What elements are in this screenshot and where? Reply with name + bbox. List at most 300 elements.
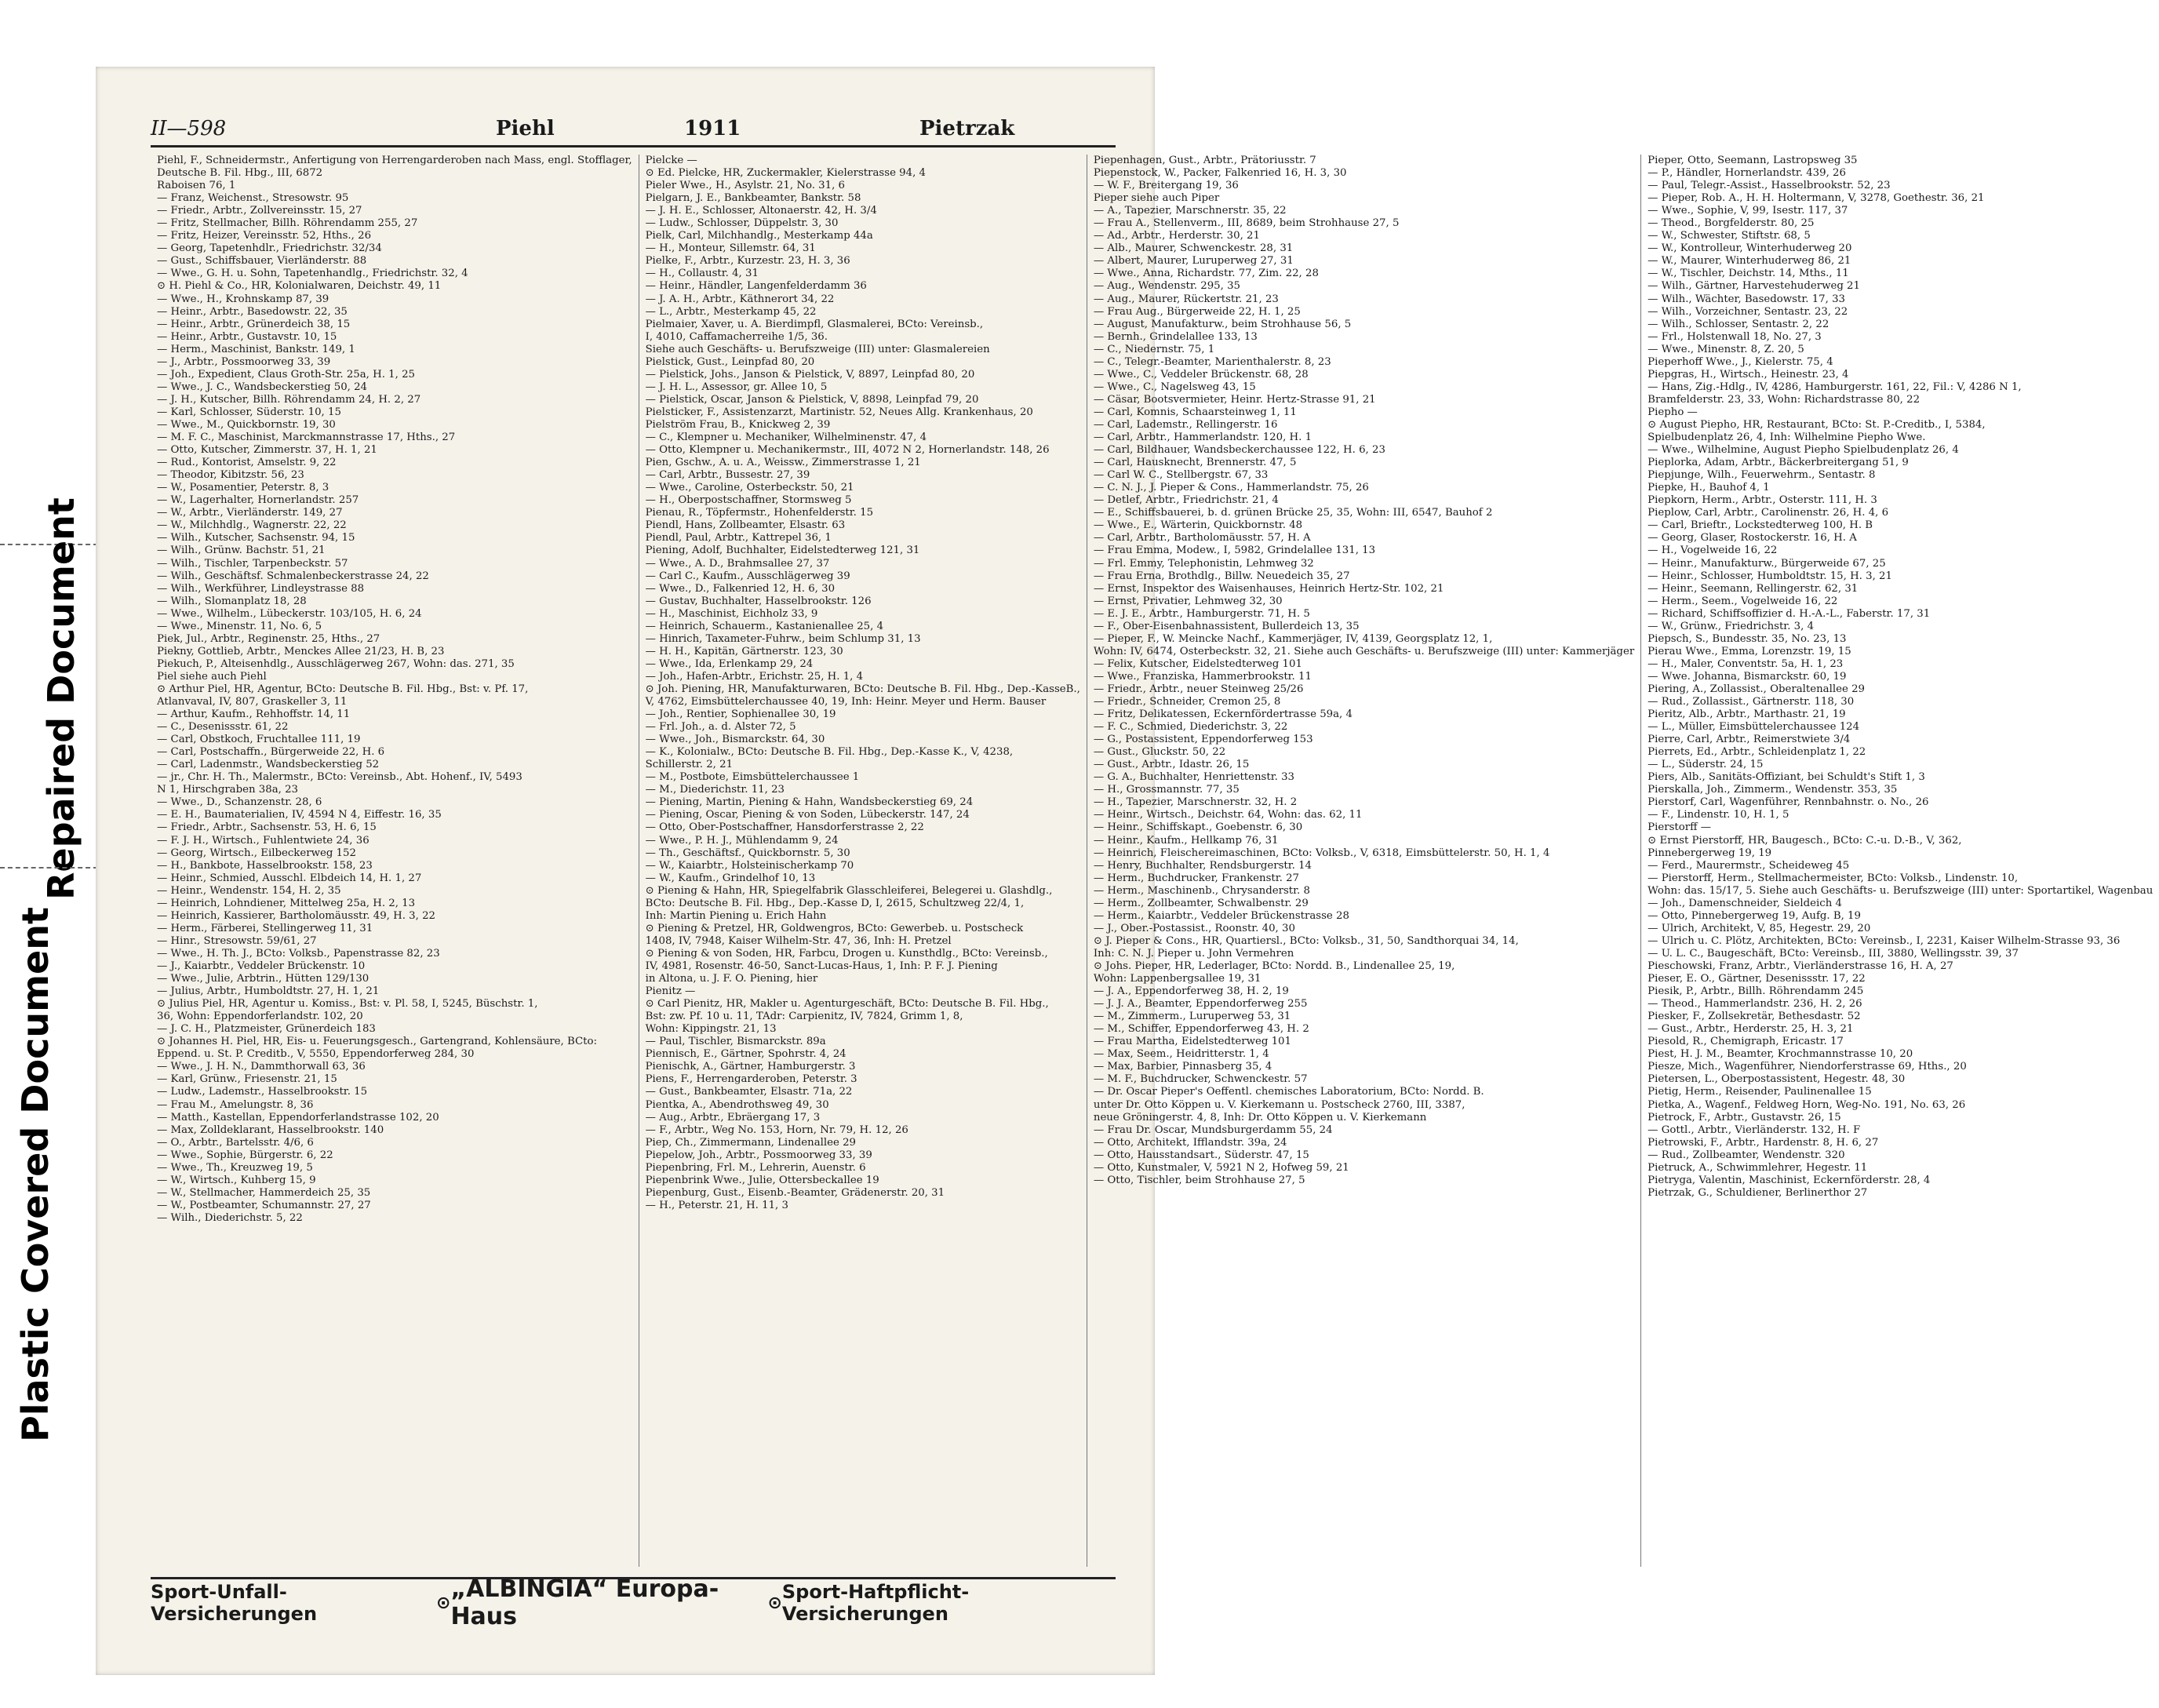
directory-entry: — Franz, Weichenst., Stresowstr. 95 [157, 192, 349, 205]
directory-entry: — W., Arbtr., Vierländerstr. 149, 27 [157, 507, 343, 519]
directory-entry: — Otto, Architekt, Ifflandstr. 39a, 24 [1093, 1136, 1287, 1149]
directory-entry: Pieperhoff Wwe., J., Kielerstr. 75, 4 [1647, 355, 1833, 368]
directory-entry: — J. H. E., Schlosser, Altonaerstr. 42, H. 3/4 [645, 205, 877, 217]
directory-entry: — H., Tapezier, Marschnerstr. 32, H. 2 [1093, 796, 1298, 809]
directory-entry: — Heinr., Händler, Langenfelderdamm 36 [645, 280, 867, 293]
directory-entry: — Wwe., Wilhelmine, August Piepho Spielbudenplatz 26, 4 [1647, 444, 1959, 457]
directory-entry: — Wwe., C., Nagelsweg 43, 15 [1093, 381, 1256, 393]
directory-entry: — Alb., Maurer, Schwenckestr. 28, 31 [1093, 242, 1294, 255]
directory-entry: — W., Postbeamter, Schumannstr. 27, 27 [157, 1199, 371, 1211]
directory-entry: Piesik, P., Arbtr., Billh. Röhrendamm 245 [1647, 985, 1864, 998]
directory-entry: — P., Händler, Hornerlandstr. 439, 26 [1647, 167, 1846, 180]
directory-entry: Piesold, R., Chemigraph, Ericastr. 17 [1647, 1036, 1844, 1048]
header-first-name: Piehl [496, 117, 555, 140]
directory-entry: Piendl, Hans, Zollbeamter, Elsastr. 63 [645, 519, 846, 532]
directory-entry: Inh: C. N. J. Pieper u. John Vermehren [1093, 947, 1294, 960]
directory-entry: Piesze, Mich., Wagenführer, Niendorferstrasse 69, Hths., 20 [1647, 1061, 1967, 1073]
directory-entry: — Piening, Oscar, Piening & von Soden, Lübeckerstr. 147, 24 [645, 809, 970, 821]
directory-entry: — Herm., Kaiarbtr., Veddeler Brückenstrasse 28 [1093, 909, 1349, 922]
directory-entry: — Theod., Borgfelderstr. 80, 25 [1647, 217, 1815, 230]
directory-entry: ⊙ H. Piehl & Co., HR, Kolonialwaren, Deichstr. 49, 11 [157, 280, 442, 293]
directory-entry: — Wilh., Schlosser, Sentastr. 2, 22 [1647, 318, 1830, 330]
directory-entry: ⊙ Julius Piel, HR, Agentur u. Komiss., Bst: v. Pl. 58, I, 5245, Büschstr. 1, [157, 998, 538, 1011]
footer-separator-icon: ⊙ [767, 1593, 782, 1613]
directory-entry: — Rud., Zollbeamter, Wendenstr. 320 [1647, 1149, 1845, 1161]
directory-entry: — Wwe. Johanna, Bismarckstr. 60, 19 [1647, 670, 1847, 683]
directory-entry: — Otto, Kunstmaler, V, 5921 N 2, Hofweg 59, 21 [1093, 1161, 1349, 1174]
directory-entry: Wohn: Kippingstr. 21, 13 [645, 1023, 777, 1036]
directory-entry: Pietryga, Valentin, Maschinist, Eckernförderstr. 28, 4 [1647, 1174, 1931, 1186]
directory-entry: — M. F., Buchdrucker, Schwenckestr. 57 [1093, 1073, 1308, 1086]
directory-entry: — Pielstick, Oscar, Janson & Pielstick, V, 8898, Leinpfad 79, 20 [645, 393, 979, 406]
directory-entry: Pietersen, L., Oberpostassistent, Hegestr. 48, 30 [1647, 1073, 1906, 1086]
directory-entry: Pielström Frau, B., Knickweg 2, 39 [645, 418, 831, 431]
directory-entry: — Otto, Ober-Postschaffner, Hansdorferstrasse 2, 22 [645, 821, 924, 834]
directory-entry: — E. J. E., Arbtr., Hamburgerstr. 71, H. 5 [1093, 607, 1310, 620]
directory-entry: Piekuch, P., Alteisenhdlg., Ausschlägerweg 267, Wohn: das. 271, 35 [157, 657, 515, 670]
directory-entry: — H., Maler, Conventstr. 5a, H. 1, 23 [1647, 657, 1844, 670]
repaired-document-label: Repaired Document [40, 497, 82, 900]
directory-entry: — M., Zimmerm., Luruperweg 53, 31 [1093, 1011, 1291, 1023]
footer-right-ad: Sport-Haftpflicht-Versicherungen [781, 1581, 970, 1625]
directory-entry: — H., Peterstr. 21, H. 11, 3 [645, 1199, 788, 1211]
directory-entry: — H. H., Kapitän, Gärtnerstr. 123, 30 [645, 645, 843, 657]
directory-entry: Pietrzak, G., Schuldiener, Berlinerthor 27 [1647, 1186, 1868, 1199]
directory-entry: — Paul, Tischler, Bismarckstr. 89a [645, 1036, 826, 1048]
column-1 [151, 155, 639, 1567]
directory-entry: Pienischk, A., Gärtner, Hamburgerstr. 3 [645, 1061, 856, 1073]
directory-entry: — Friedr., Arbtr., Sachsenstr. 53, H. 6, 15 [157, 821, 377, 834]
directory-entry: — Wwe., E., Wärterin, Quickbornstr. 48 [1093, 519, 1303, 532]
directory-entry: — Cäsar, Bootsvermieter, Heinr. Hertz-Strasse 91, 21 [1093, 393, 1376, 406]
directory-entry: — W., Kontrolleur, Winterhuderweg 20 [1647, 242, 1852, 255]
directory-entry: — Wilh., Geschäftsf. Schmalenbeckerstrasse 24, 22 [157, 570, 429, 582]
directory-entry: Pieser, E. O., Gärtner, Desenissstr. 17, 22 [1647, 973, 1866, 985]
directory-entry: — L., Arbtr., Mesterkamp 45, 22 [645, 305, 817, 318]
footer-company-name: „ALBINGIA“ Europa-Haus [450, 1575, 719, 1630]
directory-entry: — Carl, Brieftr., Lockstedterweg 100, H. B [1647, 519, 1873, 532]
directory-entry: — Wwe., Sophie, V, 99, Isestr. 117, 37 [1647, 205, 1848, 217]
directory-entry: — Wwe., Julie, Arbtrin., Hütten 129/130 [157, 973, 370, 985]
directory-entry: — J., Ober.-Postassist., Roonstr. 40, 30 [1093, 922, 1295, 934]
plastic-covered-document-label: Plastic Covered Document [14, 907, 56, 1442]
directory-entry: Pielk, Carl, Milchhandlg., Mesterkamp 44a [645, 230, 873, 242]
directory-entry: — Gust., Schiffsbauer, Vierländerstr. 88 [157, 255, 367, 268]
directory-entry: — Carl, Hausknecht, Brennerstr. 47, 5 [1093, 457, 1297, 469]
directory-entry: — Carl, Komnis, Schaarsteinweg 1, 11 [1093, 406, 1297, 418]
directory-entry: — U. L. C., Baugeschäft, BCto: Vereinsb., III, 3880, Wellingsstr. 39, 37 [1647, 947, 2019, 960]
directory-entry: ⊙ August Piepho, HR, Restaurant, BCto: St. P.-Creditb., I, 5384, [1647, 418, 1986, 431]
directory-entry: — Max, Barbier, Pinnasberg 35, 4 [1093, 1061, 1272, 1073]
directory-entry: Piepenbrink Wwe., Julie, Ottersbeckallee 19 [645, 1174, 879, 1186]
directory-entry: — Otto, Pinnebergerweg 19, Aufg. B, 19 [1647, 909, 1861, 922]
header-last-name: Pietrzak [919, 117, 1015, 140]
directory-entry: — Wwe., A. D., Brahmsallee 27, 37 [645, 557, 830, 570]
directory-entry: — J. H. L., Assessor, gr. Allee 10, 5 [645, 381, 828, 393]
directory-entry: — W., Milchhdlg., Wagnerstr. 22, 22 [157, 519, 347, 532]
directory-entry: ⊙ Ed. Pielcke, HR, Zuckermakler, Kielerstrasse 94, 4 [645, 167, 926, 180]
directory-entry: — Carl, Arbtr., Bussestr. 27, 39 [645, 469, 810, 482]
directory-entry: — Arthur, Kaufm., Rehhoffstr. 14, 11 [157, 708, 351, 721]
directory-entry: BCto: Deutsche B. Fil. Hbg., Dep.-Kasse D, I, 2615, Schultzweg 22/4, 1, [645, 897, 1025, 909]
directory-entry: Pietrock, F., Arbtr., Gustavstr. 26, 15 [1647, 1111, 1841, 1123]
directory-entry: — Wwe., H., Krohnskamp 87, 39 [157, 293, 329, 305]
directory-entry: — Carl, Ladenmstr., Wandsbeckerstieg 52 [157, 759, 380, 771]
directory-entry: ⊙ Johannes H. Piel, HR, Eis- u. Feuerungsgesch., Gartengrand, Kohlensäure, BCto: [157, 1036, 598, 1048]
directory-entry: — Wwe., J. H. N., Dammthorwall 63, 36 [157, 1061, 366, 1073]
directory-entry: unter Dr. Otto Köppen u. V. Kierkemann u. Postscheck 2760, III, 3387, [1093, 1098, 1465, 1111]
directory-entry: Pieschowski, Franz, Arbtr., Vierländerstrasse 16, H. A, 27 [1647, 960, 1953, 972]
directory-entry: — Gust., Bankbeamter, Elsastr. 71a, 22 [645, 1086, 853, 1098]
directory-entry: — M., Schiffer, Eppendorferweg 43, H. 2 [1093, 1023, 1309, 1036]
directory-entry: — Joh., Damenschneider, Sieldeich 4 [1647, 897, 1842, 909]
directory-entry: — Fritz, Stellmacher, Billh. Röhrendamm 255, 27 [157, 217, 418, 230]
page-header [151, 114, 1116, 147]
directory-entry: — Julius, Arbtr., Humboldtstr. 27, H. 1, 21 [157, 985, 380, 998]
directory-entry: — Georg, Wirtsch., Eilbeckerweg 152 [157, 847, 356, 859]
directory-entry: — Frl., Holstenwall 18, No. 27, 3 [1647, 330, 1822, 343]
directory-entry: — Georg, Tapetenhdlr., Friedrichstr. 32/34 [157, 242, 382, 255]
directory-entry: — Friedr., Schneider, Cremon 25, 8 [1093, 696, 1281, 708]
directory-entry: — Detlef, Arbtr., Friedrichstr. 21, 4 [1093, 494, 1279, 507]
directory-entry: ⊙ Piening & Hahn, HR, Spiegelfabrik Glasschleiferei, Belegerei u. Glashdlg., [645, 884, 1053, 897]
directory-entry: — Friedr., Arbtr., Zollvereinsstr. 15, 27 [157, 205, 362, 217]
directory-entry: Pietruck, A., Schwimmlehrer, Hegestr. 11 [1647, 1161, 1868, 1174]
directory-entry: — Carl, Obstkoch, Fruchtallee 111, 19 [157, 734, 361, 746]
directory-entry: — Hans, Zig.-Hdlg., IV, 4286, Hamburgerstr. 161, 22, Fil.: V, 4286 N 1, [1647, 381, 2022, 393]
directory-entry: — Gust., Gluckstr. 50, 22 [1093, 746, 1226, 759]
directory-entry: — Heinr., Schlosser, Humboldtstr. 15, H. 3, 21 [1647, 570, 1892, 582]
directory-entry: Schillerstr. 2, 21 [645, 759, 734, 771]
directory-entry: — Frau Aug., Bürgerweide 22, H. 1, 25 [1093, 305, 1301, 318]
directory-entry: — Gust., Arbtr., Herderstr. 25, H. 3, 21 [1647, 1023, 1854, 1036]
directory-entry: — Felix, Kutscher, Eidelstedterweg 101 [1093, 657, 1302, 670]
directory-entry: Pielstick, Gust., Leinpfad 80, 20 [645, 355, 815, 368]
directory-entry: — Pieper, Rob. A., H. H. Holtermann, V, 3278, Goethestr. 36, 21 [1647, 192, 1985, 205]
directory-entry: Eppend. u. St. P. Creditb., V, 5550, Eppendorferweg 284, 30 [157, 1048, 475, 1061]
directory-entry: Deutsche B. Fil. Hbg., III, 6872 [157, 167, 323, 180]
directory-entry: — Wwe., Caroline, Osterbeckstr. 50, 21 [645, 482, 854, 494]
directory-entry: — H., Grossmannstr. 77, 35 [1093, 784, 1240, 796]
directory-entry: Bst: zw. Pf. 10 u. 11, TAdr: Carpienitz, IV, 7824, Grimm 1, 8, [645, 1011, 963, 1023]
directory-entry: ⊙ Johs. Pieper, HR, Lederlager, BCto: Nordd. B., Lindenallee 25, 19, [1093, 960, 1455, 972]
directory-entry: — Wilh., Grünw. Bachstr. 51, 21 [157, 544, 326, 557]
directory-entry: — Wwe., G. H. u. Sohn, Tapetenhandlg., Friedrichstr. 32, 4 [157, 268, 468, 280]
directory-entry: — Paul, Telegr.-Assist., Hasselbrookstr. 52, 23 [1647, 180, 1891, 192]
directory-entry: Pietka, A., Wagenf., Feldweg Horn, Weg-No. 191, No. 63, 26 [1647, 1098, 1966, 1111]
directory-entry: — L., Süderstr. 24, 15 [1647, 759, 1764, 771]
directory-entry: Siehe auch Geschäfts- u. Berufszweige (III) unter: Glasmalereien [645, 343, 990, 355]
column-2 [639, 155, 1087, 1567]
directory-entry: — Frau Emma, Modew., I, 5982, Grindelallee 131, 13 [1093, 544, 1376, 557]
directory-entry: — F. J. H., Wirtsch., Fuhlentwiete 24, 36 [157, 834, 370, 847]
directory-entry: Piek, Jul., Arbtr., Reginenstr. 25, Hths., 27 [157, 632, 380, 645]
directory-entry: — Otto, Kutscher, Zimmerstr. 37, H. 1, 21 [157, 444, 377, 457]
directory-entry: — Herm., Maschinenb., Chrysanderstr. 8 [1093, 884, 1310, 897]
directory-entry: — Herm., Zollbeamter, Schwalbenstr. 29 [1093, 897, 1309, 909]
directory-entry: Wohn: IV, 6474, Osterbeckstr. 32, 21. Siehe auch Geschäfts- u. Berufszweige (III) unter: Kammerjäger [1093, 645, 1635, 657]
directory-entry: — H., Collaustr. 4, 31 [645, 268, 759, 280]
directory-entry: — Pierstorff, Herm., Stellmachermeister, BCto: Volksb., Lindenstr. 10, [1647, 872, 2019, 884]
directory-entry: ⊙ J. Pieper & Cons., HR, Quartiersl., BCto: Volksb., 31, 50, Sandthorquai 34, 14, [1093, 934, 1519, 947]
directory-entry: — J. C. H., Platzmeister, Grünerdeich 183 [157, 1023, 376, 1036]
directory-entry: — E. H., Baumaterialien, IV, 4594 N 4, Eiffestr. 16, 35 [157, 809, 442, 821]
directory-entry: Pielgarn, J. E., Bankbeamter, Bankstr. 58 [645, 192, 861, 205]
directory-entry: — Frau Erna, Brothdlg., Billw. Neuedeich 35, 27 [1093, 570, 1350, 582]
dashed-divider [0, 867, 98, 869]
directory-entry: 1408, IV, 7948, Kaiser Wilhelm-Str. 47, 36, Inh: H. Pretzel [645, 934, 952, 947]
directory-entry: — August, Manufakturw., beim Strohhause 56, 5 [1093, 318, 1352, 330]
directory-entry: — Otto, Tischler, beim Strohhause 27, 5 [1093, 1174, 1305, 1186]
directory-entry: Piepke, H., Bauhof 4, 1 [1647, 482, 1770, 494]
directory-entry: — Rud., Kontorist, Amselstr. 9, 22 [157, 457, 337, 469]
directory-entry: Wohn: Lappenbergsallee 19, 31 [1093, 973, 1262, 985]
directory-entry: — Dr. Oscar Pieper's Oeffentl. chemisches Laboratorium, BCto: Nordd. B. [1093, 1086, 1484, 1098]
directory-entry: — Carl, Arbtr., Bartholomäusstr. 57, H. A [1093, 532, 1311, 544]
directory-entry: — Wwe., Th., Kreuzweg 19, 5 [157, 1161, 313, 1174]
directory-entry: N 1, Hirschgraben 38a, 23 [157, 784, 299, 796]
directory-entry: — Carl W. C., Stellbergstr. 67, 33 [1093, 469, 1269, 482]
directory-entry: — Richard, Schiffsoffizier d. H.-A.-L., Faberstr. 17, 31 [1647, 607, 1931, 620]
directory-entry: — Heinr., Arbtr., Basedowstr. 22, 35 [157, 305, 348, 318]
directory-entry: — Heinrich, Kassierer, Bartholomäusstr. 49, H. 3, 22 [157, 909, 436, 922]
directory-entry: — Herm., Buchdrucker, Frankenstr. 27 [1093, 872, 1300, 884]
directory-entry: — H., Monteur, Sillemstr. 64, 31 [645, 242, 816, 255]
directory-entry: — Carl, Bildhauer, Wandsbeckerchaussee 122, H. 6, 23 [1093, 444, 1385, 457]
directory-entry: Piest, H. J. M., Beamter, Krochmannstrasse 10, 20 [1647, 1048, 1913, 1061]
directory-entry: — Wwe., Franziska, Hammerbrookstr. 11 [1093, 670, 1312, 683]
directory-entry: — Wilh., Diederichstr. 5, 22 [157, 1211, 303, 1224]
directory-entry: ⊙ Carl Pienitz, HR, Makler u. Agenturgeschäft, BCto: Deutsche B. Fil. Hbg., [645, 998, 1049, 1011]
directory-entry: Piepkorn, Herm., Arbtr., Osterstr. 111, H. 3 [1647, 494, 1877, 507]
directory-entry: — Heinr., Wendenstr. 154, H. 2, 35 [157, 884, 341, 897]
directory-entry: — Heinr., Wirtsch., Deichstr. 64, Wohn: das. 62, 11 [1093, 809, 1363, 821]
directory-entry: — Aug., Maurer, Rückertstr. 21, 23 [1093, 293, 1279, 305]
directory-entry: — Wwe., Minenstr. 11, No. 6, 5 [157, 620, 322, 632]
directory-entry: Piepho — [1647, 406, 1698, 418]
footer-left-ad: Sport-Unfall-Versicherungen [151, 1581, 318, 1625]
directory-entry: — J., Kaiarbtr., Veddeler Brückenstr. 10 [157, 960, 366, 972]
directory-entry: I, 4010, Caffamacherreihe 1/5, 36. [645, 330, 828, 343]
directory-entry: — Wwe., H. Th. J., BCto: Volksb., Papenstrasse 82, 23 [157, 947, 440, 960]
directory-entry: — Carl, Postschaffn., Bürgerweide 22, H. 6 [157, 746, 385, 759]
directory-entry: — W., Posamentier, Peterstr. 8, 3 [157, 482, 329, 494]
directory-entry: Piening, Adolf, Buchhalter, Eidelstedterweg 121, 31 [645, 544, 920, 557]
directory-entry: — Max, Seem., Heidritterstr. 1, 4 [1093, 1048, 1269, 1061]
directory-entry: — Joh., Expedient, Claus Groth-Str. 25a, H. 1, 25 [157, 368, 416, 381]
directory-entry: Pieplow, Carl, Arbtr., Carolinenstr. 26, H. 4, 6 [1647, 507, 1889, 519]
directory-entry: — Bernh., Grindelallee 133, 13 [1093, 330, 1258, 343]
directory-entry: ⊙ Joh. Piening, HR, Manufakturwaren, BCto: Deutsche B. Fil. Hbg., Dep.-KasseB., [645, 683, 1080, 695]
directory-entry: — Joh., Rentier, Sophienallee 30, 19 [645, 708, 836, 721]
directory-entry: — F., Arbtr., Weg No. 153, Horn, Nr. 79, H. 12, 26 [645, 1123, 908, 1136]
directory-entry: — Theodor, Kibitzstr. 56, 23 [157, 469, 304, 482]
directory-entry: — Carl, Lademstr., Rellingerstr. 16 [1093, 418, 1278, 431]
footer-separator-icon: ⊙ [436, 1593, 451, 1613]
directory-entry: — Fritz, Delikatessen, Eckernfördertrasse 59a, 4 [1093, 708, 1353, 721]
directory-entry: — O., Arbtr., Bartelsstr. 4/6, 6 [157, 1136, 314, 1149]
directory-entry: — Herm., Seem., Vogelweide 16, 22 [1647, 595, 1838, 607]
directory-entry: — Heinr., Kaufm., Hellkamp 76, 31 [1093, 834, 1279, 847]
directory-entry: — Wilh., Tischler, Tarpenbeckstr. 57 [157, 557, 348, 570]
advertisement-footer [151, 1575, 1116, 1630]
directory-entry: Piehl, F., Schneidermstr., Anfertigung von Herrengarderoben nach Mass, engl. Stofflager, [157, 155, 632, 166]
directory-entry: Pienitz — [645, 985, 696, 998]
directory-entry: — M., Postbote, Eimsbüttelerchaussee 1 [645, 771, 860, 784]
directory-entry: — Heinr., Arbtr., Grünerdeich 38, 15 [157, 318, 351, 330]
directory-entry: — M. F. C., Maschinist, Marckmannstrasse 17, Hths., 27 [157, 432, 456, 444]
directory-entry: — Th., Geschäftsf., Quickbornstr. 5, 30 [645, 847, 850, 859]
directory-entry: — Pielstick, Johs., Janson & Pielstick, V, 8897, Leinpfad 80, 20 [645, 368, 975, 381]
directory-entry: — Herm., Färberei, Stellingerweg 11, 31 [157, 922, 373, 934]
directory-entry: — Otto, Klempner u. Mechanikermstr., III, 4072 N 2, Hornerlandstr. 148, 26 [645, 444, 1050, 457]
directory-entry: Wohn: das. 15/17, 5. Siehe auch Geschäfts- u. Berufszweige (III) unter: Sportartikel, Wagenbau [1647, 884, 2154, 897]
directory-entry: Piepsch, S., Bundesstr. 35, No. 23, 13 [1647, 632, 1847, 645]
directory-entry: — H., Maschinist, Eichholz 33, 9 [645, 607, 818, 620]
directory-entry: — Wwe., Joh., Bismarckstr. 64, 30 [645, 734, 825, 746]
directory-entry: Piepenbring, Frl. M., Lehrerin, Auenstr. 6 [645, 1161, 866, 1174]
directory-entry: — Theod., Hammerlandstr. 236, H. 2, 26 [1647, 998, 1862, 1011]
directory-entry: Piens, F., Herrengarderoben, Peterstr. 3 [645, 1073, 857, 1086]
directory-entry: — Wilh., Kutscher, Sachsenstr. 94, 15 [157, 532, 355, 544]
directory-entry: — Frau Martha, Eidelstedterweg 101 [1093, 1036, 1291, 1048]
directory-entry: — Fritz, Heizer, Vereinsstr. 52, Hths., 26 [157, 230, 372, 242]
directory-entry: — Max, Zolldeklarant, Hasselbrookstr. 140 [157, 1123, 384, 1136]
directory-entry: — J. J. A., Beamter, Eppendorferweg 255 [1093, 998, 1308, 1011]
directory-entry: — W., Kaufm., Grindelhof 10, 13 [645, 872, 816, 884]
directory-entry: — C., Klempner u. Mechaniker, Wilhelminenstr. 47, 4 [645, 432, 927, 444]
directory-entry: ⊙ Ernst Pierstorff, HR, Baugesch., BCto: C.-u. D.-B., V, 362, [1647, 834, 1962, 847]
directory-entry: — W., Wirtsch., Kuhberg 15, 9 [157, 1174, 316, 1186]
directory-entry: — Aug., Arbtr., Ebräergang 17, 3 [645, 1111, 821, 1123]
directory-entry: 36, Wohn: Eppendorferlandstr. 102, 20 [157, 1011, 363, 1023]
directory-entry: — Heinr., Schiffskapt., Goebenstr. 6, 30 [1093, 821, 1303, 834]
directory-entry: — Heinrich, Fleischereimaschinen, BCto: Volksb., V, 6318, Eimsbüttelerstr. 50, H. 1, 4 [1093, 847, 1550, 859]
directory-entry: — Heinr., Seemann, Rellingerstr. 62, 31 [1647, 582, 1859, 595]
side-label-strip [0, 0, 98, 1708]
directory-entry: — M., Diederichstr. 11, 23 [645, 784, 785, 796]
directory-entry: Piep, Ch., Zimmermann, Lindenallee 29 [645, 1136, 857, 1149]
directory-entry: — F., Ober-Eisenbahnassistent, Bullerdeich 13, 35 [1093, 620, 1360, 632]
directory-entry: — Matth., Kastellan, Eppendorferlandstrasse 102, 20 [157, 1111, 439, 1123]
directory-entry: — A., Tapezier, Marschnerstr. 35, 22 [1093, 205, 1287, 217]
directory-entry: — Joh., Hafen-Arbtr., Erichstr. 25, H. 1, 4 [645, 670, 864, 683]
directory-entry: Piepgras, H., Wirtsch., Heinestr. 23, 4 [1647, 368, 1849, 381]
directory-entry: Pierstorff — [1647, 821, 1712, 834]
directory-entry: Pierau Wwe., Emma, Lorenzstr. 19, 15 [1647, 645, 1851, 657]
directory-entry: — Rud., Zollassist., Gärtnerstr. 118, 30 [1647, 696, 1855, 708]
directory-entry: — W., Lagerhalter, Hornerlandstr. 257 [157, 494, 359, 507]
directory-entry: — Gottl., Arbtr., Vierländerstr. 132, H. F [1647, 1123, 1861, 1136]
directory-entry: Pieler Wwe., H., Asylstr. 21, No. 31, 6 [645, 180, 846, 192]
directory-entry: — Heinrich, Schauerm., Kastanienallee 25, 4 [645, 620, 884, 632]
directory-entry: Pierrets, Ed., Arbtr., Schleidenplatz 1, 22 [1647, 746, 1866, 759]
directory-entry: — jr., Chr. H. Th., Malermstr., BCto: Vereinsb., Abt. Hohenf., IV, 5493 [157, 771, 522, 784]
directory-entry: — E., Schiffsbauerei, b. d. grünen Brücke 25, 35, Wohn: III, 6547, Bauhof 2 [1093, 507, 1493, 519]
directory-entry: — G. A., Buchhalter, Henriettenstr. 33 [1093, 771, 1294, 784]
directory-entry: — Albert, Maurer, Luruperweg 27, 31 [1093, 255, 1294, 268]
directory-entry: — Henry, Buchhalter, Rendsburgerstr. 14 [1093, 859, 1313, 872]
directory-entry: — J. H., Kutscher, Billh. Röhrendamm 24, H. 2, 27 [157, 393, 421, 406]
directory-entry: — Wwe., D., Schanzenstr. 28, 6 [157, 796, 322, 809]
directory-entry: V, 4762, Eimsbüttelerchaussee 40, 19, Inh: Heinr. Meyer und Herm. Bauser [645, 696, 1047, 708]
directory-entry: — W., Schwester, Stiftstr. 68, 5 [1647, 230, 1811, 242]
directory-page [96, 67, 2154, 1675]
directory-entry: — Heinrich, Lohndiener, Mittelweg 25a, H. 2, 13 [157, 897, 416, 909]
directory-entry: Bramfelderstr. 23, 33, Wohn: Richardstrasse 80, 22 [1647, 393, 1921, 406]
directory-entry: Piendl, Paul, Arbtr., Kattrepel 36, 1 [645, 532, 832, 544]
directory-entry: Pietig, Herm., Reisender, Paulinenallee 15 [1647, 1086, 1872, 1098]
directory-entry: Piering, A., Zollassist., Oberaltenallee 29 [1647, 683, 1865, 695]
directory-entry: — Ernst, Privatier, Lehmweg 32, 30 [1093, 595, 1283, 607]
directory-entry: — Wwe., Minenstr. 8, Z. 20, 5 [1647, 343, 1804, 355]
directory-entry: — Gustav, Buchhalter, Hasselbrookstr. 126 [645, 595, 872, 607]
directory-entry: — Ulrich, Architekt, V, 85, Hegestr. 29, 20 [1647, 922, 1871, 934]
directory-entry: — W., Stellmacher, Hammerdeich 25, 35 [157, 1186, 371, 1199]
directory-entry: — C., Desenissstr. 61, 22 [157, 721, 289, 734]
directory-entry: — J. A., Eppendorferweg 38, H. 2, 19 [1093, 985, 1289, 998]
directory-entry: — Ludw., Lademstr., Hasselbrookstr. 15 [157, 1086, 368, 1098]
directory-entry: — Frau Dr. Oscar, Mundsburgerdamm 55, 24 [1093, 1123, 1333, 1136]
directory-entry: — Frau M., Amelungstr. 8, 36 [157, 1098, 314, 1111]
directory-entry: Piennisch, E., Gärtner, Spohrstr. 4, 24 [645, 1048, 846, 1061]
directory-entry: — Wwe., D., Falkenried 12, H. 6, 30 [645, 582, 836, 595]
directory-entry: ⊙ Piening & Pretzel, HR, Goldwengros, BCto: Gewerbeb. u. Postscheck [645, 922, 1024, 934]
directory-entry: — J. A. H., Arbtr., Käthnerort 34, 22 [645, 293, 835, 305]
directory-entry: Pierskalla, Joh., Zimmerm., Wendenstr. 353, 35 [1647, 784, 1898, 796]
directory-entry: Piepenhagen, Gust., Arbtr., Prätoriusstr. 7 [1093, 155, 1316, 166]
directory-entry: Piepenstock, W., Packer, Falkenried 16, H. 3, 30 [1093, 167, 1347, 180]
directory-entry: Pieper, Otto, Seemann, Lastropsweg 35 [1647, 155, 1858, 166]
directory-entry: — F., Lindenstr. 10, H. 1, 5 [1647, 809, 1789, 821]
directory-entry: — L., Müller, Eimsbüttelerchaussee 124 [1647, 721, 1860, 734]
directory-entry: Piesker, F., Zollsekretär, Bethesdastr. 52 [1647, 1011, 1861, 1023]
directory-entry: — Carl, Arbtr., Hammerlandstr. 120, H. 1 [1093, 432, 1313, 444]
directory-entry: — Heinr., Arbtr., Gustavstr. 10, 15 [157, 330, 337, 343]
directory-entry: — Frau A., Stellenverm., III, 8689, beim Strohhause 27, 5 [1093, 217, 1400, 230]
directory-entry: Pietrowski, F., Arbtr., Hardenstr. 8, H. 6, 27 [1647, 1136, 1879, 1149]
directory-entry: Pienau, R., Töpfermstr., Hohenfelderstr. 15 [645, 507, 874, 519]
directory-entry: — W., Kaiarbtr., Holsteinischerkamp 70 [645, 859, 854, 872]
directory-entry: Pieplorka, Adam, Arbtr., Bäckerbreitergang 51, 9 [1647, 457, 1909, 469]
directory-entry: — Heinr., Schmied, Ausschl. Elbdeich 14, H. 1, 27 [157, 872, 422, 884]
directory-entry: — H., Oberpostschaffner, Stormsweg 5 [645, 494, 852, 507]
directory-entry: — Hinr., Stresowstr. 59/61, 27 [157, 934, 317, 947]
directory-entry: — Wilh., Werkführer, Lindleystrasse 88 [157, 582, 365, 595]
directory-entry: — G., Postassistent, Eppendorferweg 153 [1093, 734, 1313, 746]
directory-entry: — Otto, Hausstandsart., Süderstr. 47, 15 [1093, 1149, 1309, 1161]
directory-entry: — Heinr., Manufakturw., Bürgerweide 67, 25 [1647, 557, 1886, 570]
directory-entry: — K., Kolonialw., BCto: Deutsche B. Fil. Hbg., Dep.-Kasse K., V, 4238, [645, 746, 1014, 759]
directory-entry: — Ulrich u. C. Plötz, Architekten, BCto: Vereinsb., I, 2231, Kaiser Wilhelm-Strasse 93, 36 [1647, 934, 2121, 947]
directory-entry: ⊙ Arthur Piel, HR, Agentur, BCto: Deutsche B. Fil. Hbg., Bst: v. Pf. 17, [157, 683, 529, 695]
directory-entry: Piepenburg, Gust., Eisenb.-Beamter, Grädenerstr. 20, 31 [645, 1186, 945, 1199]
column-3 [1087, 155, 1640, 1567]
directory-entry: Pierre, Carl, Arbtr., Reimerstwiete 3/4 [1647, 734, 1851, 746]
directory-entry: — Georg, Glaser, Rostockerstr. 16, H. A [1647, 532, 1857, 544]
directory-entry: — Friedr., Arbtr., neuer Steinweg 25/26 [1093, 683, 1304, 695]
header-year: 1911 [684, 117, 741, 140]
directory-entry: — C., Niedernstr. 75, 1 [1093, 343, 1215, 355]
page-number: II—598 [151, 117, 227, 140]
directory-entry: — H., Vogelweide 16, 22 [1647, 544, 1778, 557]
directory-columns [151, 155, 2154, 1567]
directory-entry: — Karl, Grünw., Friesenstr. 21, 15 [157, 1073, 337, 1086]
directory-entry: Spielbudenplatz 26, 4, Inh: Wilhelmine Piepho Wwe. [1647, 432, 1926, 444]
directory-entry: — Wwe., J. C., Wandsbeckerstieg 50, 24 [157, 381, 368, 393]
directory-entry: — Wilh., Gärtner, Harvestehuderweg 21 [1647, 280, 1860, 293]
directory-entry: Piekny, Gottlieb, Arbtr., Menckes Allee 21/23, H. B, 23 [157, 645, 445, 657]
